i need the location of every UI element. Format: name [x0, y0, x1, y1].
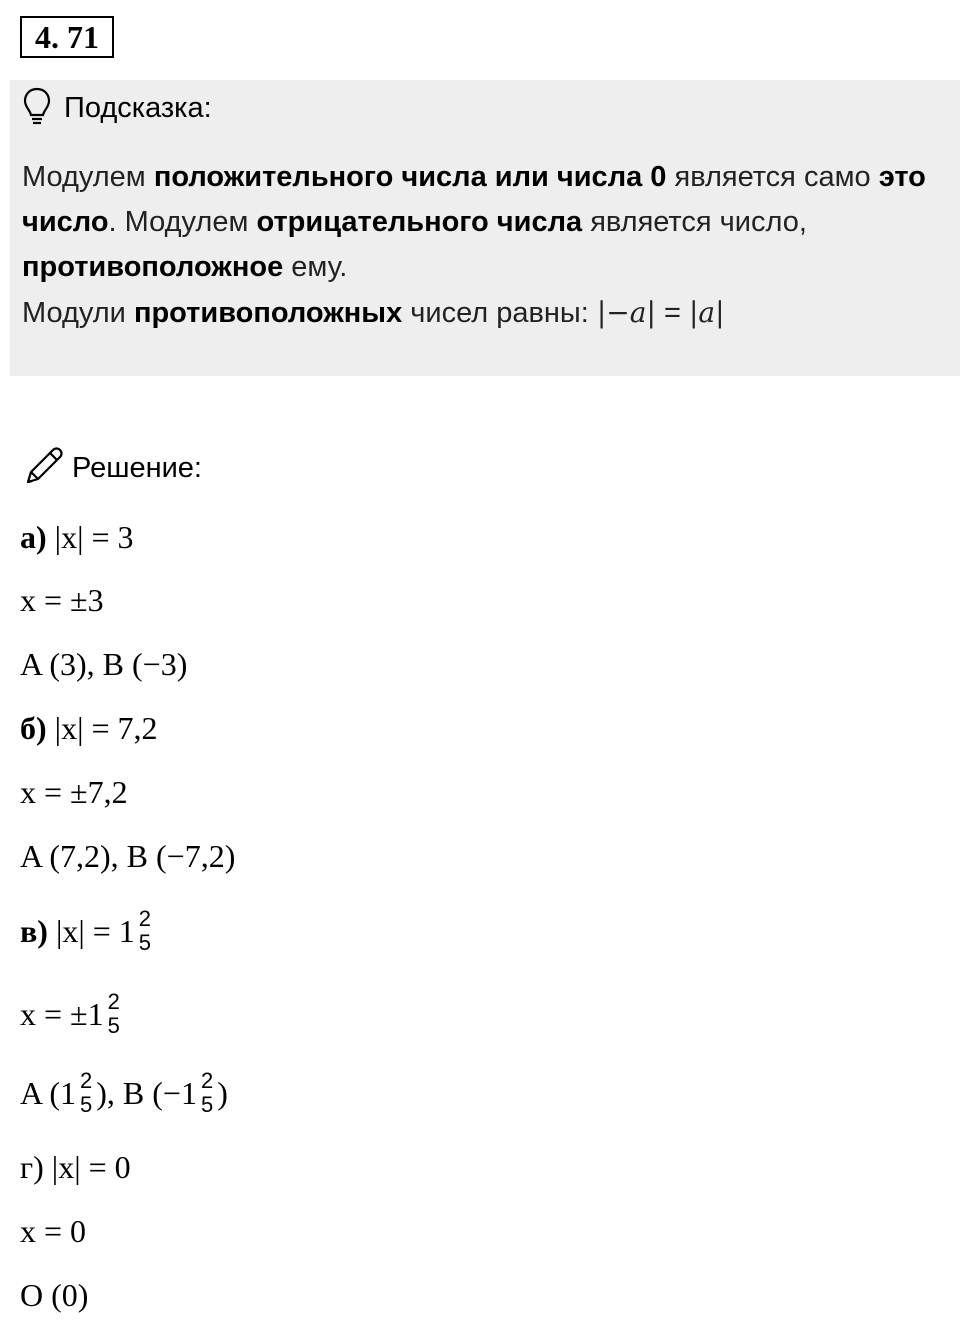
solution-header — [22, 445, 202, 491]
solution-a-roots — [20, 578, 104, 622]
hint-paragraph-2 — [22, 290, 952, 336]
points-text: O (0) — [20, 1276, 89, 1313]
solution-v-roots — [20, 983, 124, 1045]
equation-text: |x| = 3 — [46, 518, 134, 555]
points-text: ), B (−1 — [96, 1074, 197, 1111]
fraction-numerator: 2 — [80, 1068, 93, 1093]
equation-text: x = 0 — [20, 1212, 87, 1249]
fraction-numerator: 2 — [107, 989, 120, 1014]
hint-text-span: . Модулем — [108, 206, 257, 238]
points-text: A (1 — [20, 1074, 76, 1111]
fraction — [80, 1069, 92, 1117]
equation-text: |x| = 1 — [47, 912, 135, 949]
hint-text-span: является само — [666, 161, 879, 193]
lightbulb-icon — [22, 86, 52, 131]
hint-text-span: = — [655, 297, 689, 329]
fraction-denominator: 5 — [200, 1092, 214, 1117]
hint-bold-span: противоположное — [22, 251, 284, 283]
solution-b-roots — [20, 770, 128, 814]
hint-text-span: чисел равны: — [402, 297, 597, 329]
item-label: г) — [20, 1148, 44, 1185]
fraction-denominator: 5 — [80, 1092, 93, 1117]
solution-g-roots — [20, 1209, 86, 1253]
fraction-numerator: 2 — [138, 906, 152, 931]
solution-v-equation — [20, 900, 155, 962]
solution-b-points — [20, 834, 235, 878]
solution-g-equation — [20, 1145, 131, 1189]
solution-g-points — [20, 1273, 88, 1317]
equation-text: x = ±1 — [20, 995, 104, 1032]
hint-text-span: Модули — [22, 297, 134, 329]
hint-title: Подсказка: — [64, 91, 212, 124]
equation-text: |x| = 7,2 — [46, 709, 158, 746]
solution-title: Решение: — [72, 451, 202, 484]
points-text: A (7,2), B (−7,2) — [20, 837, 236, 874]
solution-b-equation — [20, 706, 158, 750]
fraction-denominator: 5 — [138, 930, 152, 955]
hint-text — [22, 155, 952, 336]
hint-text-span: является число, — [582, 206, 807, 238]
fraction — [201, 1069, 213, 1117]
fraction — [139, 907, 151, 955]
points-text: A (3), B (−3) — [20, 645, 188, 682]
hint-header — [22, 88, 212, 128]
equation-text: |x| = 0 — [43, 1148, 131, 1185]
hint-bold-span: противоположных — [133, 297, 403, 329]
hint-formula: |a| — [688, 296, 725, 329]
hint-bold-span: отрицательного числа — [256, 206, 583, 238]
item-label: а) — [20, 518, 47, 555]
solution-a-equation — [20, 515, 134, 559]
task-number: 4. 71 — [20, 16, 114, 58]
solution-v-points — [20, 1062, 228, 1124]
fraction-denominator: 5 — [107, 1013, 120, 1038]
equation-text: x = ±3 — [20, 581, 104, 618]
equation-text: x = ±7,2 — [20, 773, 128, 810]
points-text: ) — [217, 1074, 228, 1111]
item-label: б) — [20, 709, 47, 746]
hint-paragraph-1 — [22, 155, 952, 290]
item-label: в) — [20, 912, 48, 949]
hint-formula: |−a| — [596, 296, 656, 329]
hint-bold-span: положительного числа или числа 0 — [153, 161, 667, 193]
solution-a-points — [20, 642, 187, 686]
hint-bold-span: это число — [22, 161, 926, 238]
fraction — [108, 990, 120, 1038]
fraction-numerator: 2 — [200, 1068, 214, 1093]
hint-text-span: Модулем — [22, 161, 154, 193]
pencil-icon — [22, 444, 66, 493]
hint-text-span: ему. — [283, 251, 348, 283]
